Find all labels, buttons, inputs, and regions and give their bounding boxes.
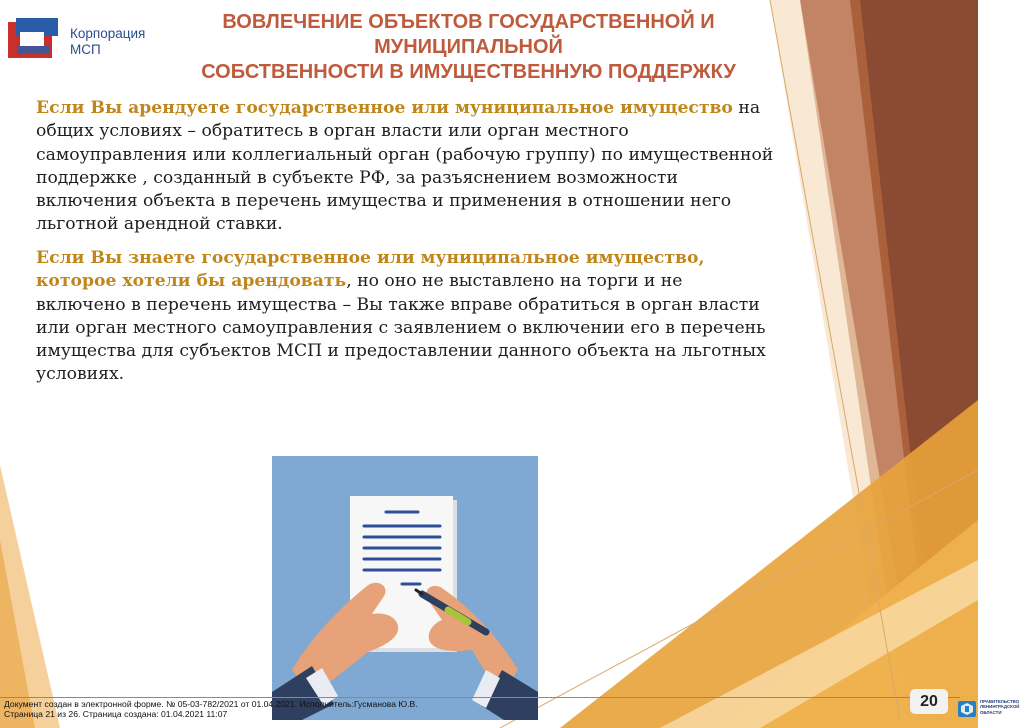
page-number: 20 xyxy=(910,689,948,714)
logo-line2: МСП xyxy=(70,42,101,57)
leningrad-region-emblem-icon xyxy=(958,700,976,718)
logo-text xyxy=(70,26,145,58)
document-footer xyxy=(4,699,418,719)
footer-divider xyxy=(0,697,960,698)
slide-title xyxy=(152,10,785,85)
gov-label: ПРАВИТЕЛЬСТВО ЛЕНИНГРАДСКОЙ ОБЛАСТИ xyxy=(980,699,1020,715)
signing-document-illustration xyxy=(272,456,538,720)
paragraph-rent xyxy=(36,97,776,237)
title-line2: СОБСТВЕННОСТИ В ИМУЩЕСТВЕННУЮ ПОДДЕРЖКУ xyxy=(201,61,736,83)
footer-line1: Документ создан в электронной форме. № 05-03-782/2021 от 01.04.2021. Исполнитель:Гусманова Ю.В. xyxy=(4,699,418,709)
paragraph-know-highlight: Если Вы знаете государственное или муниципальное имущество, которое хотели бы арендовать xyxy=(36,248,705,292)
paragraph-know-text: , но оно не выставлено на торги и не включено в перечень имущества – Вы также вправе обратиться в орган власти или орган местного самоуправления с заявлением о включении его в перечень имущества для субъектов МСП и предоставлении данного объекта на льготных условиях. xyxy=(36,271,766,385)
logo-line1: Корпорация xyxy=(70,26,146,41)
paragraph-rent-text: на общих условиях – обратитесь в орган власти или орган местного самоуправления или коллегиальный орган (рабочую группу) по имущественной поддержке , созданный в субъекте РФ, за разъяснением возможности включения объекта в перечень имущества и применения в отношении него льготной арендной ставки. xyxy=(36,98,774,235)
msp-corporation-logo xyxy=(8,18,163,62)
title-line1: ВОВЛЕЧЕНИЕ ОБЪЕКТОВ ГОСУДАРСТВЕННОЙ И МУНИЦИПАЛЬНОЙ xyxy=(222,11,715,58)
msp-logo-icon xyxy=(8,18,58,60)
paragraph-know-property xyxy=(36,247,776,387)
paragraph-rent-highlight: Если Вы арендуете государственное или муниципальное имущество xyxy=(36,98,733,118)
footer-line2: Страница 21 из 26. Страница создана: 01.04.2021 11:07 xyxy=(4,709,228,719)
